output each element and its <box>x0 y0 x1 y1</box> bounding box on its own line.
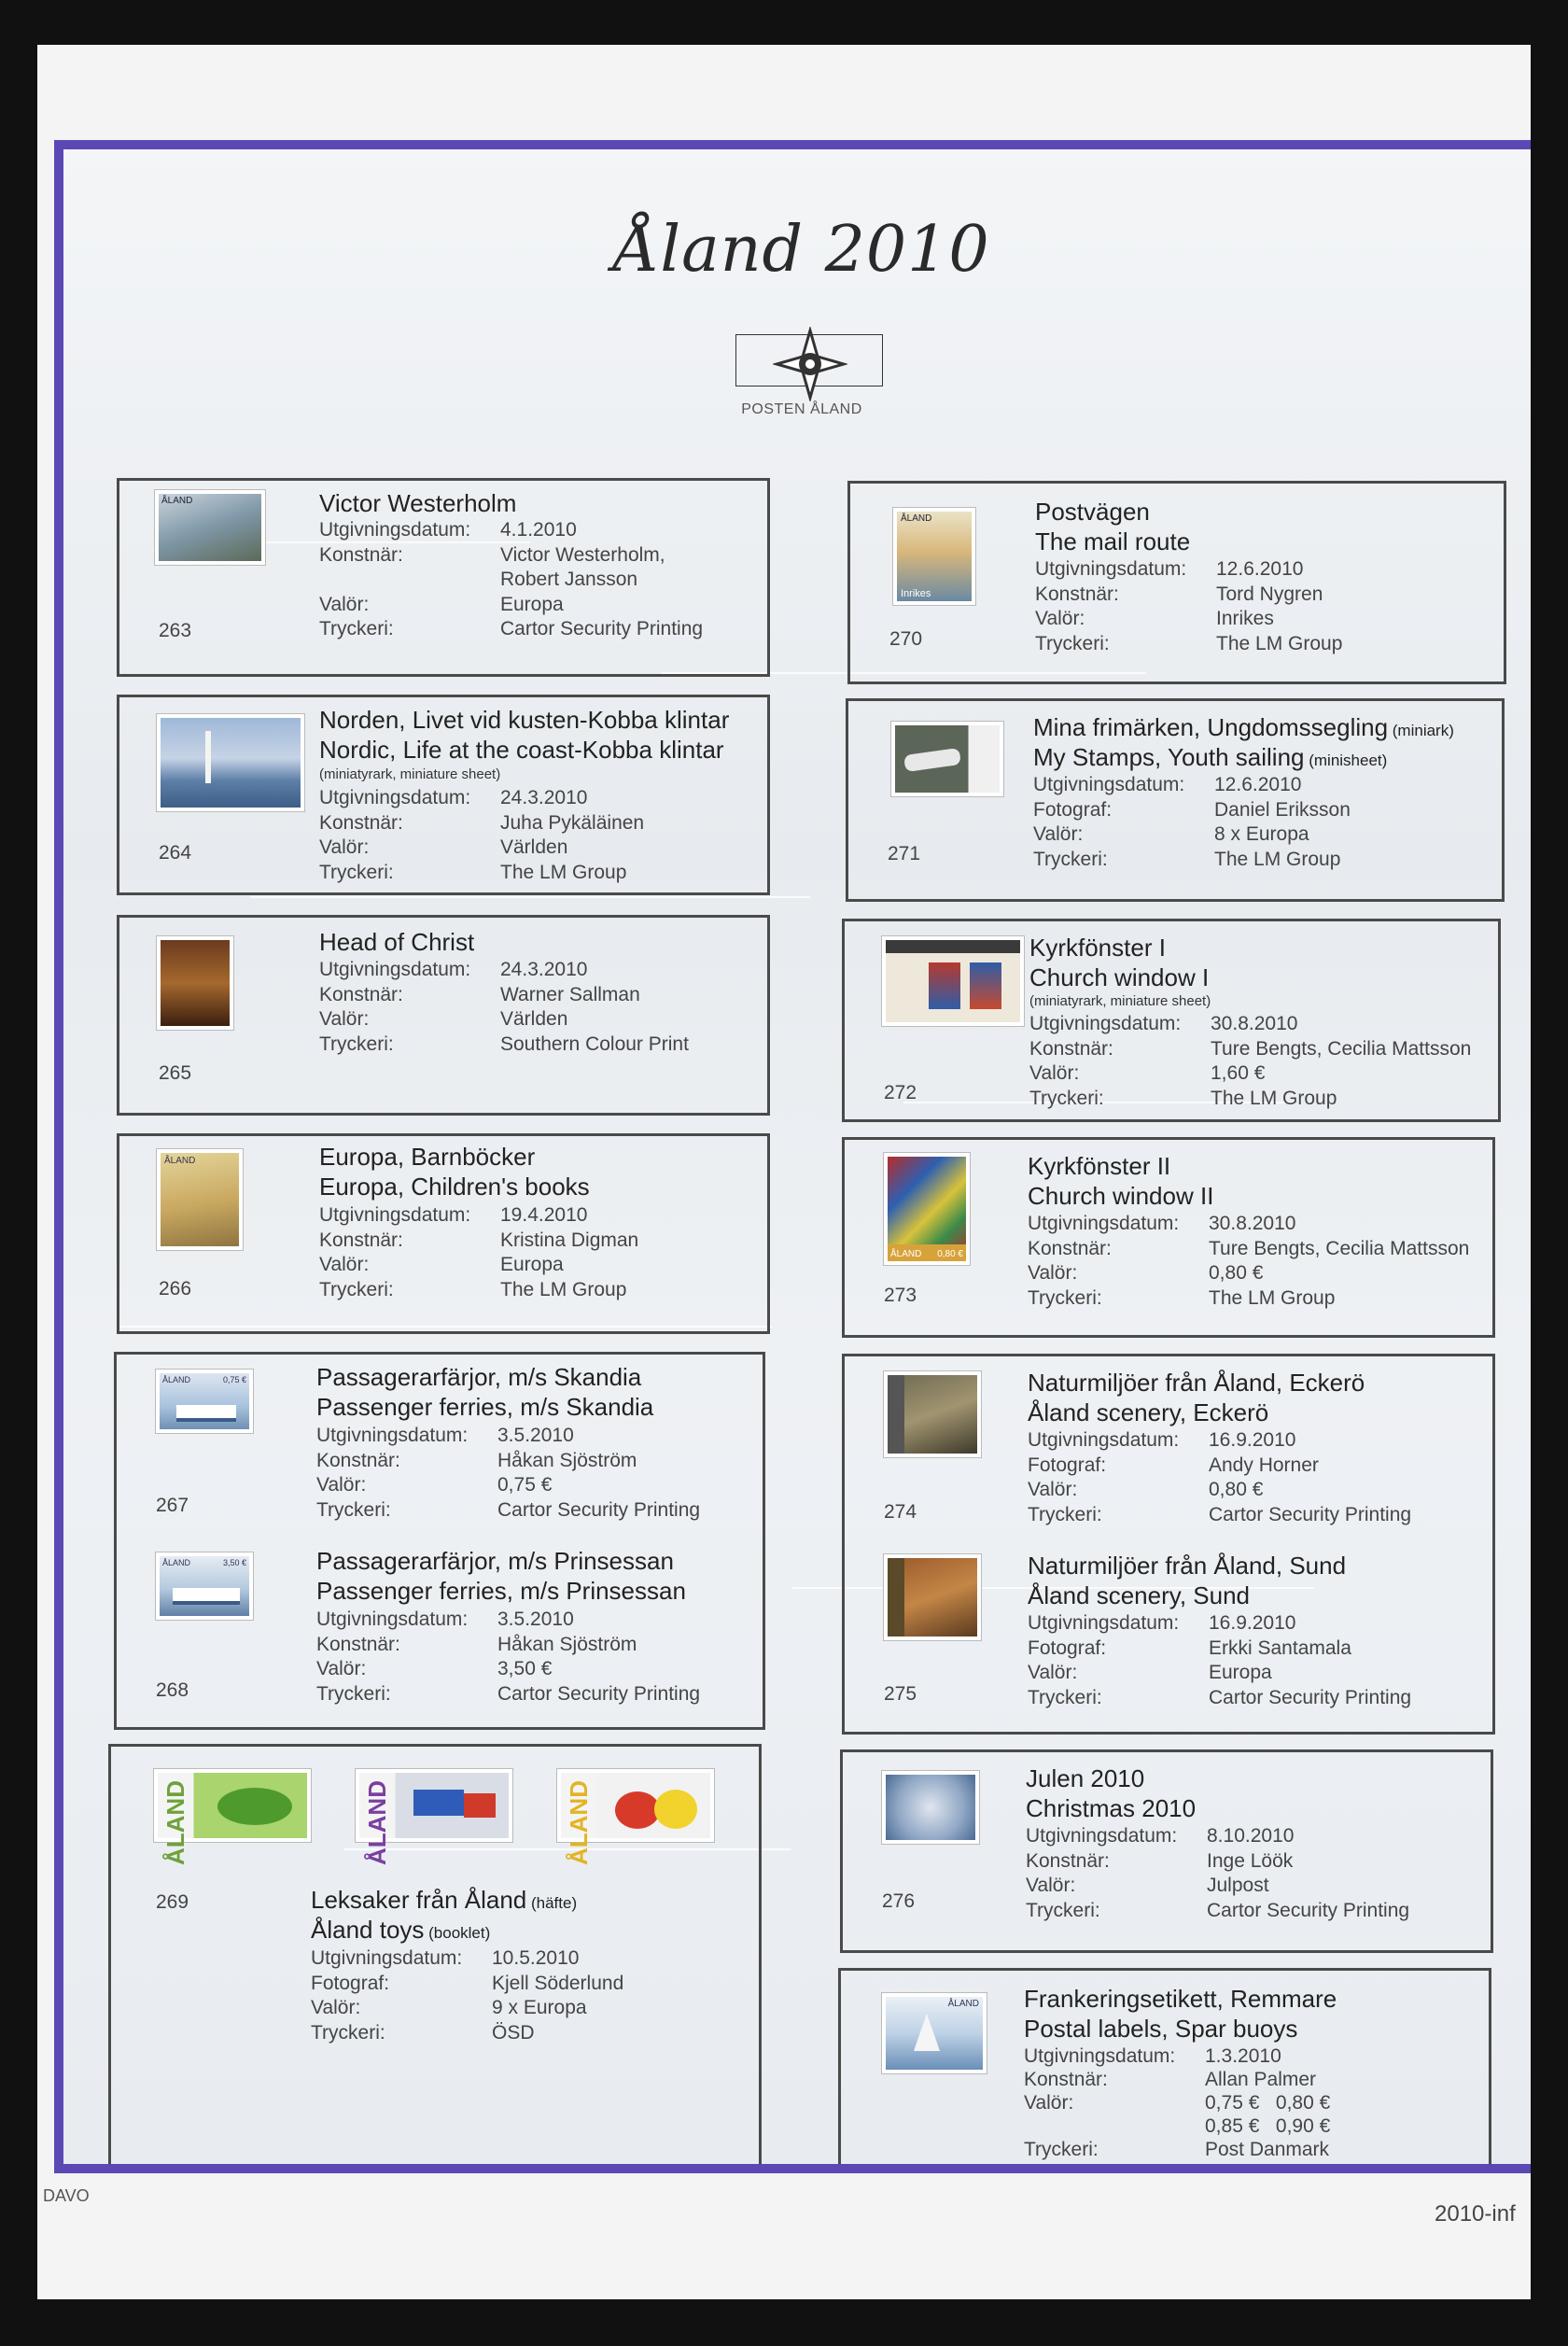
catalogue-number: 275 <box>884 1683 917 1705</box>
label-value: Valör: <box>1028 1262 1078 1284</box>
stamp-title-english: Åland scenery, Eckerö <box>1028 1398 1269 1426</box>
printer: The LM Group <box>1216 632 1343 654</box>
value: 0,80 € <box>1209 1479 1264 1500</box>
label-date: Utgivningsdatum: <box>1026 1825 1178 1847</box>
stamp-band <box>888 1558 904 1637</box>
issue-date: 30.8.2010 <box>1209 1213 1296 1234</box>
stamp-title: Norden, Livet vid kusten-Kobba klintar <box>319 706 730 734</box>
issue-date: 19.4.2010 <box>500 1204 588 1226</box>
value: Europa <box>500 593 564 615</box>
label-artist: Konstnär: <box>319 811 403 834</box>
water-ripple <box>250 896 810 898</box>
photographer: Kjell Söderlund <box>492 1972 624 1994</box>
label-printer: Tryckeri: <box>1028 1503 1102 1525</box>
issue-date: 24.3.2010 <box>500 959 588 980</box>
stamp-image <box>884 1554 981 1640</box>
page-frame <box>54 140 1531 2173</box>
sheet-banner <box>886 940 1020 953</box>
label-date: Utgivningsdatum: <box>1035 558 1187 580</box>
ferry-shape <box>173 1588 240 1605</box>
label-artist: Konstnär: <box>316 1449 400 1471</box>
artist: Kristina Digman <box>500 1229 639 1251</box>
stamp-entry-265 <box>117 915 770 1116</box>
stamp-title-english: Christmas 2010 <box>1026 1794 1197 1822</box>
stamp-title: Victor Westerholm <box>319 489 517 517</box>
stamp-text: ÅLAND <box>890 1249 922 1259</box>
footer-page-reference: 2010-inf <box>1435 2201 1516 2227</box>
stamp-price: 0,80 € <box>937 1249 963 1259</box>
label-date: Utgivningsdatum: <box>316 1425 469 1446</box>
printer: Cartor Security Printing <box>1209 1686 1412 1708</box>
label-printer: Tryckeri: <box>316 1498 391 1521</box>
stamp-details <box>1029 1012 1471 1111</box>
stamp-image <box>157 714 304 811</box>
label-artist: Konstnär: <box>1029 1037 1113 1060</box>
stamp-text: ÅLAND <box>947 1999 979 2009</box>
label-value: Valör: <box>1024 2092 1074 2114</box>
stamp-image <box>893 508 975 605</box>
window-shape <box>929 962 960 1009</box>
label-value: Valör: <box>1028 1479 1078 1500</box>
stamp-details <box>1028 1611 1411 1710</box>
label-artist: Konstnär: <box>319 983 403 1005</box>
stamp-entry-269 <box>108 1744 762 2168</box>
value: Världen <box>500 1008 568 1030</box>
value: 8 x Europa <box>1214 823 1309 845</box>
red-duck-shape <box>615 1791 660 1829</box>
label-printer: Tryckeri: <box>1033 848 1108 870</box>
label-date: Utgivningsdatum: <box>319 959 471 980</box>
stamp-image <box>884 1153 970 1265</box>
label-value: Valör: <box>316 1658 367 1679</box>
stamp-entry-272 <box>842 919 1501 1122</box>
lighthouse-shape <box>205 731 211 783</box>
catalogue-number: 263 <box>159 620 192 641</box>
label-printer: Tryckeri: <box>1028 1686 1102 1708</box>
value: 0,75 € 0,80 € <box>1205 2092 1331 2114</box>
stamp-entry-271 <box>846 698 1505 902</box>
value: 3,50 € <box>497 1658 553 1679</box>
sailing-boat-shape <box>914 2014 940 2051</box>
label-printer: Tryckeri: <box>319 861 394 883</box>
label-date: Utgivningsdatum: <box>1028 1612 1180 1634</box>
label-artist: Konstnär: <box>319 1229 403 1251</box>
label-printer: Tryckeri: <box>319 618 394 639</box>
stamp-details <box>1026 1824 1409 1923</box>
stamp-title: Passagerarfärjor, m/s Prinsessan <box>316 1547 674 1575</box>
stamp-title-english: Church window I <box>1029 963 1210 991</box>
artist: Håkan Sjöström <box>497 1633 637 1655</box>
sailing-boat-shape <box>903 748 961 772</box>
label-artist: Konstnär: <box>1024 2069 1108 2090</box>
catalogue-number: 268 <box>156 1679 189 1701</box>
label-value: Valör: <box>311 1997 361 2018</box>
label-printer: Tryckeri: <box>311 2021 385 2044</box>
stamp-image <box>882 936 1024 1026</box>
stamp-details <box>1035 557 1342 656</box>
stamp-details <box>1033 773 1351 872</box>
photographer: Daniel Eriksson <box>1214 798 1351 821</box>
issue-date: 8.10.2010 <box>1207 1825 1295 1847</box>
stamp-text: ÅLAND <box>162 1558 191 1567</box>
issue-date: 24.3.2010 <box>500 787 588 808</box>
label-value: Valör: <box>319 1254 370 1275</box>
stamp-title-english: Åland toys (booklet) <box>311 1916 491 1944</box>
catalogue-number: 266 <box>159 1278 192 1299</box>
label-printer: Tryckeri: <box>1026 1899 1100 1921</box>
printer: ÖSD <box>492 2021 535 2044</box>
stamp-image <box>156 1552 253 1620</box>
printer: The LM Group <box>1214 848 1341 870</box>
stamp-details <box>316 1608 700 1707</box>
stamp-title: Kyrkfönster I <box>1029 934 1166 962</box>
stamp-entry-267-268 <box>114 1352 765 1730</box>
label-date: Utgivningsdatum: <box>1024 2045 1176 2067</box>
stamp-title-english: Nordic, Life at the coast-Kobba klintar <box>319 736 724 764</box>
label-printer: Tryckeri: <box>1024 2139 1099 2160</box>
catalogue-number: 276 <box>882 1890 916 1912</box>
label-value: Valör: <box>319 1008 370 1030</box>
catalogue-number: 271 <box>888 843 921 864</box>
value: 9 x Europa <box>492 1997 587 2018</box>
stamp-title-english: Passenger ferries, m/s Prinsessan <box>316 1577 686 1605</box>
issue-date: 4.1.2010 <box>500 519 577 541</box>
stamp-image <box>157 936 233 1030</box>
stamp-details <box>319 786 644 885</box>
stamp-title: Julen 2010 <box>1026 1764 1145 1792</box>
catalogue-number: 273 <box>884 1285 917 1306</box>
printer: Post Danmark <box>1205 2139 1330 2160</box>
stamp-text: ÅLAND <box>164 1156 196 1166</box>
stamp-entry-263 <box>117 478 770 677</box>
label-artist: Konstnär: <box>316 1633 400 1655</box>
artist: Victor Westerholm, <box>500 543 665 566</box>
artist: Håkan Sjöström <box>497 1449 637 1471</box>
catalogue-number: 272 <box>884 1082 917 1103</box>
label-printer: Tryckeri: <box>1028 1286 1102 1309</box>
value: Inrikes <box>1216 608 1274 629</box>
catalogue-number: 269 <box>156 1891 189 1913</box>
value: 0,80 € <box>1209 1262 1264 1284</box>
stamp-title-english: The mail route <box>1035 527 1191 555</box>
stamp-text: ÅLAND <box>162 1375 191 1384</box>
label-printer: Tryckeri: <box>316 1682 391 1705</box>
label-artist: Konstnär: <box>1028 1237 1112 1259</box>
artist: Juha Pykäläinen <box>500 811 645 834</box>
stamp-title-english: Church window II <box>1028 1182 1214 1210</box>
stamp-band <box>888 1375 904 1454</box>
stamp-text: Inrikes <box>901 588 931 599</box>
label-printer: Tryckeri: <box>319 1033 394 1055</box>
stamp-title: Mina frimärken, Ungdomssegling (miniark) <box>1033 713 1454 741</box>
stamp-image <box>891 722 1003 796</box>
stamp-text: ÅLAND <box>161 496 193 506</box>
issue-date: 12.6.2010 <box>1214 774 1302 795</box>
catalogue-number: 264 <box>159 842 192 864</box>
stamp-title: Naturmiljöer från Åland, Eckerö <box>1028 1369 1365 1397</box>
label-value: Valör: <box>1033 823 1084 845</box>
artist: Ture Bengts, Cecilia Mattsson <box>1211 1037 1472 1060</box>
stamp-text: ÅLAND <box>161 1780 189 1865</box>
label-date: Utgivningsdatum: <box>316 1608 469 1630</box>
value: 0,75 € <box>497 1474 553 1496</box>
stamp-entry-276 <box>840 1749 1493 1953</box>
stamp-text: ÅLAND <box>565 1780 593 1865</box>
ferry-shape <box>176 1405 236 1422</box>
stamp-image <box>882 1993 987 2073</box>
yellow-duck-shape <box>654 1790 697 1829</box>
stamp-image <box>882 1771 979 1844</box>
issue-date: 1.3.2010 <box>1205 2045 1281 2067</box>
issue-date: 16.9.2010 <box>1209 1612 1296 1634</box>
stamp-price: 3,50 € <box>222 1558 246 1567</box>
stamp-details <box>319 518 703 642</box>
toy-truck-cab-shape <box>464 1793 496 1818</box>
stamp-details <box>1028 1212 1469 1311</box>
label-artist: Konstnär: <box>1026 1849 1110 1872</box>
label-photo: Fotograf: <box>311 1972 390 1994</box>
sheet-note: (miniatyrark, miniature sheet) <box>319 766 501 782</box>
issue-date: 3.5.2010 <box>497 1608 574 1630</box>
label-artist: Konstnär: <box>1035 583 1119 605</box>
artist: Warner Sallman <box>500 983 640 1005</box>
issue-date: 10.5.2010 <box>492 1947 580 1969</box>
label-value: Valör: <box>316 1474 367 1496</box>
stamp-image <box>884 1371 981 1457</box>
stamp-price: 0,75 € <box>222 1375 246 1384</box>
value: Europa <box>500 1254 564 1275</box>
label-date: Utgivningsdatum: <box>311 1947 463 1969</box>
printer: The LM Group <box>500 1278 627 1300</box>
stamp-title: Frankeringsetikett, Remmare <box>1024 1985 1337 2013</box>
label-printer: Tryckeri: <box>1035 632 1110 654</box>
stamp-title: Naturmiljöer från Åland, Sund <box>1028 1552 1347 1580</box>
printer: Southern Colour Print <box>500 1033 689 1055</box>
stamp-title: Passagerarfärjor, m/s Skandia <box>316 1363 642 1391</box>
stamp-entry-270 <box>847 481 1506 684</box>
issue-date: 30.8.2010 <box>1211 1013 1298 1034</box>
printer: Cartor Security Printing <box>1209 1503 1412 1525</box>
value: 1,60 € <box>1211 1062 1266 1084</box>
stamp-entry-postal-labels <box>838 1968 1491 2173</box>
stamp-image <box>155 490 265 565</box>
stamp-title-english: Postal labels, Spar buoys <box>1024 2015 1298 2043</box>
artist: Inge Löök <box>1207 1849 1294 1872</box>
label-value: Valör: <box>1026 1875 1076 1896</box>
stamp-entry-266 <box>117 1133 770 1334</box>
issue-date: 3.5.2010 <box>497 1425 574 1446</box>
stamp-title: Postvägen <box>1035 498 1150 526</box>
stamp-entry-274-275 <box>842 1354 1495 1735</box>
stamp-title: Europa, Barnböcker <box>319 1143 536 1171</box>
stamp-details <box>1024 2044 1330 2161</box>
label-value: Valör: <box>319 593 370 615</box>
stamp-details <box>311 1946 623 2045</box>
stamp-title: Head of Christ <box>319 928 475 956</box>
stamp-image <box>557 1769 714 1865</box>
stamp-details <box>1028 1428 1411 1527</box>
artist: Allan Palmer <box>1205 2069 1317 2090</box>
label-date: Utgivningsdatum: <box>1028 1429 1180 1451</box>
printer: Cartor Security Printing <box>497 1498 701 1521</box>
artist: Robert Jansson <box>500 569 638 590</box>
stamp-title: Kyrkfönster II <box>1028 1152 1171 1180</box>
stamp-details <box>319 1203 638 1302</box>
printer: Cartor Security Printing <box>497 1682 701 1705</box>
stamp-image <box>356 1769 512 1865</box>
label-date: Utgivningsdatum: <box>319 787 471 808</box>
label-date: Utgivningsdatum: <box>319 1204 471 1226</box>
sheet-note: (miniatyrark, miniature sheet) <box>1029 993 1211 1009</box>
stamp-text: ÅLAND <box>363 1780 391 1865</box>
printer: Cartor Security Printing <box>1207 1899 1410 1921</box>
stamp-text: ÅLAND <box>901 513 932 524</box>
stamp-title-english: Passenger ferries, m/s Skandia <box>316 1393 654 1421</box>
photographer: Erkki Santamala <box>1209 1637 1351 1659</box>
stamp-details <box>319 958 689 1057</box>
catalogue-number: 274 <box>884 1501 917 1523</box>
posten-aland-logo-icon <box>773 327 847 401</box>
stamp-title-english: Europa, Children's books <box>319 1173 590 1201</box>
catalogue-number: 270 <box>889 628 923 650</box>
artist: Tord Nygren <box>1216 583 1323 605</box>
label-printer: Tryckeri: <box>1029 1087 1104 1109</box>
printer: Cartor Security Printing <box>500 618 704 639</box>
label-value: Valör: <box>1035 608 1085 629</box>
label-photo: Fotograf: <box>1033 798 1113 821</box>
label-date: Utgivningsdatum: <box>1033 774 1185 795</box>
label-date: Utgivningsdatum: <box>319 519 471 541</box>
printer: The LM Group <box>1211 1087 1337 1109</box>
stamp-entry-264 <box>117 695 770 895</box>
stamp-title-english: My Stamps, Youth sailing (minisheet) <box>1033 743 1388 771</box>
stamp-entry-273 <box>842 1137 1495 1338</box>
label-value: Valör: <box>1028 1662 1078 1683</box>
value: Julpost <box>1207 1875 1269 1896</box>
catalogue-number: 267 <box>156 1495 189 1516</box>
stamp-image <box>154 1769 311 1865</box>
toy-pig-shape <box>217 1788 292 1825</box>
label-photo: Fotograf: <box>1028 1637 1107 1659</box>
label-printer: Tryckeri: <box>319 1278 394 1300</box>
issue-date: 16.9.2010 <box>1209 1429 1296 1451</box>
catalogue-number: 265 <box>159 1062 192 1084</box>
stamp-title-english: Åland scenery, Sund <box>1028 1581 1250 1609</box>
label-photo: Fotograf: <box>1028 1454 1107 1476</box>
artist: Ture Bengts, Cecilia Mattsson <box>1209 1237 1470 1259</box>
value: Europa <box>1209 1662 1272 1683</box>
value: Världen <box>500 836 568 858</box>
issue-date: 12.6.2010 <box>1216 558 1304 580</box>
stamp-image <box>157 1149 243 1250</box>
stamp-image <box>156 1370 253 1433</box>
stamp-title: Leksaker från Åland (häfte) <box>311 1886 578 1914</box>
logo-text: POSTEN ÅLAND <box>741 401 862 417</box>
label-value: Valör: <box>1029 1062 1080 1084</box>
toy-truck-shape <box>413 1790 464 1816</box>
footer-left-text: DAVO <box>43 2186 90 2205</box>
label-value: Valör: <box>319 836 370 858</box>
photographer: Andy Horner <box>1209 1454 1319 1476</box>
printer: The LM Group <box>500 861 627 883</box>
label-date: Utgivningsdatum: <box>1029 1013 1182 1034</box>
stamp-details <box>316 1424 700 1523</box>
page-title: Åland 2010 <box>613 213 990 287</box>
printer: The LM Group <box>1209 1286 1336 1309</box>
window-shape <box>970 962 1001 1009</box>
value: 0,85 € 0,90 € <box>1205 2115 1331 2137</box>
label-artist: Konstnär: <box>319 543 403 566</box>
label-date: Utgivningsdatum: <box>1028 1213 1180 1234</box>
